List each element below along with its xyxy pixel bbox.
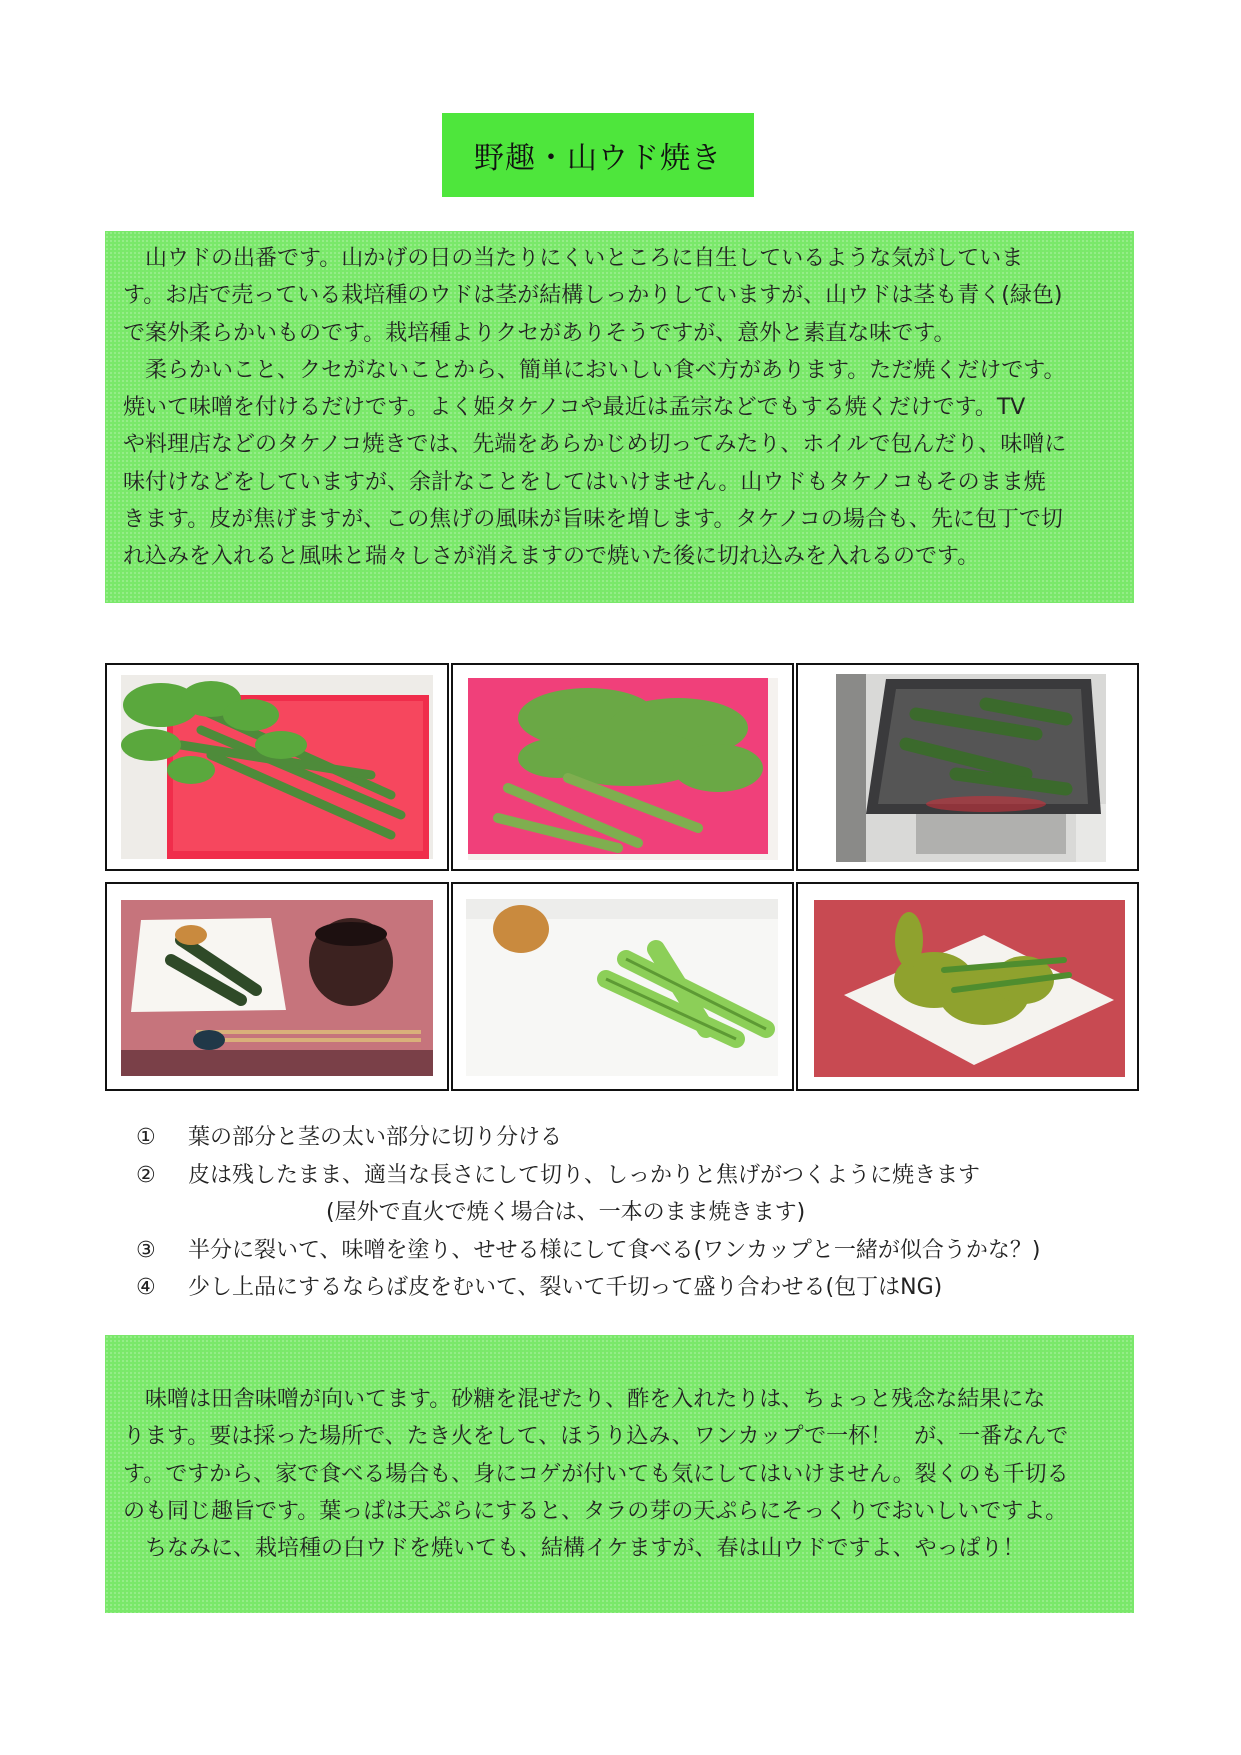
- photo-frame-grilling: [796, 663, 1139, 871]
- step-note-text: (屋外で直火で焼く場合は、一本のまま焼きます): [326, 1200, 806, 1225]
- photo-frame-peeled-udo: [451, 882, 794, 1091]
- page-title: 野趣・山ウド焼き: [474, 141, 722, 176]
- intro-line: 焼いて味噌を付けるだけです。よく姫タケノコや最近は孟宗などでもする焼くだけです。TV: [123, 395, 1026, 421]
- step-note: [136, 1194, 1136, 1232]
- intro-box: [105, 231, 1134, 603]
- intro-paragraph: [123, 240, 1123, 576]
- intro-line: 山ウドの出番です。山かげの日の当たりにくいところに自生しているような気がしていま: [145, 246, 1024, 271]
- step-item: [136, 1157, 1136, 1195]
- step-item: [136, 1119, 1136, 1157]
- intro-line: 柔らかいこと、クセがないことから、簡単においしい食べ方があります。ただ焼くだけです。: [145, 357, 1066, 383]
- photo-frame-grilled-miso: [105, 882, 449, 1091]
- intro-line: す。お店で売っている栽培種のウドは茎が結構しっかりしていますが、山ウドは茎も青く(緑色): [123, 283, 1063, 309]
- intro-line: や料理店などのタケノコ焼きでは、先端をあらかじめ切ってみたり、ホイルで包んだり、味噌に: [123, 432, 1067, 458]
- photo-grilled-miso: [121, 900, 433, 1076]
- outro-line: ちなみに、栽培種の白ウドを焼いても、結構イケますが、春は山ウドですよ、やっぱり！: [145, 1536, 1025, 1562]
- step-text: 少し上品にするならば皮をむいて、裂いて千切って盛り合わせる(包丁はNG): [188, 1275, 943, 1300]
- step-number: ②: [136, 1162, 156, 1188]
- photo-tempura: [814, 900, 1125, 1077]
- step-number: ①: [136, 1125, 156, 1150]
- step-number: ④: [136, 1275, 156, 1300]
- title-banner: [442, 113, 754, 197]
- photo-raw-udo: [121, 675, 433, 859]
- outro-box: [105, 1335, 1134, 1613]
- intro-line: で案外柔らかいものです。栽培種よりクセがありそうですが、意外と素直な味です。: [123, 320, 956, 346]
- intro-line: きます。皮が焦げますが、この焦げの風味が旨味を増します。タケノコの場合も、先に包丁で切: [123, 507, 1063, 533]
- step-number: ③: [136, 1237, 156, 1263]
- outro-line: のも同じ趣旨です。葉っぱは天ぷらにすると、タラの芽の天ぷらにそっくりでおいしいですよ。: [123, 1498, 1068, 1524]
- photo-peeled-udo: [466, 899, 778, 1076]
- step-item: [136, 1232, 1136, 1270]
- photo-cut-udo: [468, 678, 778, 860]
- intro-line: 味付けなどをしていますが、余計なことをしてはいけません。山ウドもタケノコもそのまま焼: [123, 469, 1046, 495]
- step-item: [136, 1269, 1136, 1307]
- outro-line: ります。要は採った場所で、たき火をして、ほうり込み、ワンカップで一杯！ が、一番なんで: [123, 1424, 1069, 1450]
- intro-line: れ込みを入れると風味と瑞々しさが消えますので焼いた後に切れ込みを入れるのです。: [123, 544, 980, 570]
- step-text: 皮は残したまま、適当な長さにして切り、しっかりと焦げがつくように焼きます: [188, 1162, 981, 1188]
- steps-list: [136, 1119, 1136, 1307]
- outro-line: 味噌は田舎味噌が向いてます。砂糖を混ぜたり、酢を入れたりは、ちょっと残念な結果にな: [145, 1387, 1046, 1412]
- outro-line: す。ですから、家で食べる場合も、身にコゲが付いても気にしてはいけません。裂くのも千切る: [123, 1461, 1069, 1487]
- photo-frame-tempura: [796, 882, 1139, 1091]
- photo-frame-raw-udo: [105, 663, 449, 871]
- step-text: 葉の部分と茎の太い部分に切り分ける: [188, 1125, 563, 1150]
- photo-frame-cut-udo: [451, 663, 794, 871]
- step-text: 半分に裂いて、味噌を塗り、せせる様にして食べる(ワンカップと一緒が似合うかな？): [188, 1237, 1041, 1263]
- outro-paragraph: [123, 1381, 1123, 1567]
- photo-grilling: [836, 674, 1106, 862]
